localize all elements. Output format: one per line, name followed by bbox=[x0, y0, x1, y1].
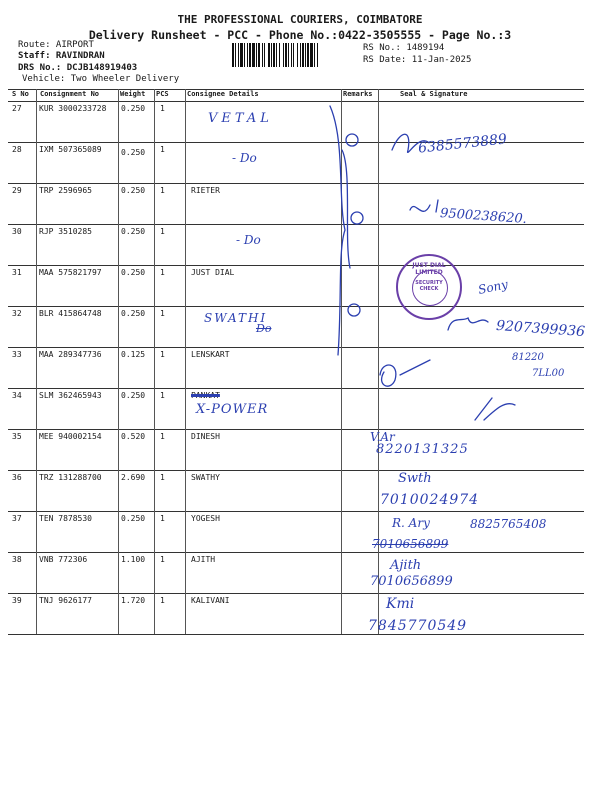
cell-consignment: TRP 2596965 bbox=[39, 186, 92, 195]
cell-weight: 0.250 bbox=[121, 104, 146, 113]
stamp-center-text: SECURITY CHECK bbox=[415, 280, 443, 292]
column-divider bbox=[36, 89, 37, 634]
row-divider bbox=[8, 593, 584, 594]
cell-consignment: KUR 3000233728 bbox=[39, 104, 107, 113]
column-divider bbox=[341, 89, 342, 634]
cell-weight: 0.250 bbox=[121, 227, 146, 236]
hw-r35-sig-name: V.Ar bbox=[370, 430, 395, 444]
column-header: Weight bbox=[120, 90, 146, 98]
column-divider bbox=[118, 89, 119, 634]
rs-number: RS No.: 1489194 bbox=[363, 43, 445, 53]
company-title: THE PROFESSIONAL COURIERS, COIMBATORE bbox=[177, 13, 423, 26]
hw-r31-sig: Sony bbox=[476, 277, 510, 297]
hw-r28-sig: 6385573889 bbox=[417, 131, 508, 157]
row-divider bbox=[8, 429, 584, 430]
cell-weight: 0.250 bbox=[121, 268, 146, 277]
cell-sno: 27 bbox=[12, 104, 22, 113]
hw-r29-sig: 9500238620. bbox=[439, 205, 528, 228]
hw-r35-sig: 8220131325 bbox=[376, 442, 469, 457]
route-label: Route: AIRPORT bbox=[18, 40, 94, 50]
cell-consignment: MEE 940002154 bbox=[39, 432, 102, 441]
row-divider bbox=[8, 388, 584, 389]
hw-r36-sig-name: Swth bbox=[398, 471, 432, 486]
hw-r37-sig-name: R. Ary bbox=[392, 516, 430, 530]
cell-pcs: 1 bbox=[160, 309, 165, 318]
column-header: S No bbox=[12, 90, 29, 98]
cell-consignee: KALIVANI bbox=[191, 596, 230, 605]
cell-consignment: RJP 3510285 bbox=[39, 227, 92, 236]
cell-consignment: VNB 772306 bbox=[39, 555, 88, 564]
cell-pcs: 1 bbox=[160, 350, 165, 359]
hw-r34-name: X-POWER bbox=[196, 402, 269, 417]
cell-sno: 32 bbox=[12, 309, 22, 318]
row-divider bbox=[8, 306, 584, 307]
cell-weight: 0.250 bbox=[121, 186, 146, 195]
cell-consignment: MAA 575821797 bbox=[39, 268, 102, 277]
cell-pcs: 1 bbox=[160, 145, 165, 154]
hw-r32-name-struck: Do bbox=[256, 322, 272, 335]
hw-r32-name: SWATHI bbox=[204, 311, 268, 325]
hw-r36-sig: 7010024974 bbox=[380, 492, 480, 508]
cell-weight: 1.100 bbox=[121, 555, 146, 564]
cell-pcs: 1 bbox=[160, 104, 165, 113]
cell-consignment: TRZ 131288700 bbox=[39, 473, 102, 482]
stamp-ring-text: JUST DIAL LIMITED bbox=[412, 262, 446, 276]
column-header: Remarks bbox=[343, 90, 373, 98]
cell-consignment: TNJ 9626177 bbox=[39, 596, 92, 605]
hw-r33-note1: 81220 bbox=[512, 352, 544, 363]
hw-r33-note2: 7LL00 bbox=[532, 368, 565, 379]
cell-consignee: YOGESH bbox=[191, 514, 220, 523]
column-divider bbox=[378, 89, 379, 634]
cell-pcs: 1 bbox=[160, 473, 165, 482]
column-header: PCS bbox=[156, 90, 169, 98]
cell-sno: 33 bbox=[12, 350, 22, 359]
column-header: Seal & Signature bbox=[400, 90, 468, 98]
cell-weight: 0.250 bbox=[121, 148, 146, 157]
cell-weight: 0.250 bbox=[121, 391, 146, 400]
hw-r27-name: VETAL bbox=[208, 111, 273, 126]
cell-consignee: JUST DIAL bbox=[191, 268, 235, 277]
hw-r28-name: - Do bbox=[232, 151, 257, 165]
hw-r32-sig: 9207399936 bbox=[495, 317, 586, 341]
delivery-table bbox=[8, 89, 584, 634]
cell-weight: 0.125 bbox=[121, 350, 146, 359]
cell-pcs: 1 bbox=[160, 227, 165, 236]
hw-r30-name: - Do bbox=[236, 233, 261, 247]
cell-pcs: 1 bbox=[160, 432, 165, 441]
cell-weight: 0.250 bbox=[121, 514, 146, 523]
cell-consignment: TEN 7878530 bbox=[39, 514, 92, 523]
cell-sno: 36 bbox=[12, 473, 22, 482]
column-divider bbox=[154, 89, 155, 634]
cell-consignee: LENSKART bbox=[191, 350, 230, 359]
barcode bbox=[232, 43, 356, 67]
row-divider bbox=[8, 265, 584, 266]
vehicle-label: Vehicle: Two Wheeler Delivery bbox=[22, 74, 180, 84]
cell-consignee: AJITH bbox=[191, 555, 216, 564]
barcode-stripe bbox=[318, 43, 319, 67]
cell-consignee: PANKAT bbox=[191, 391, 220, 400]
cell-consignee: DINESH bbox=[191, 432, 220, 441]
hw-r37-sig: 8825765408 bbox=[470, 517, 547, 531]
cell-consignment: IXM 507365089 bbox=[39, 145, 102, 154]
cell-consignment: SLM 362465943 bbox=[39, 391, 102, 400]
row-divider bbox=[8, 634, 584, 635]
cell-pcs: 1 bbox=[160, 391, 165, 400]
cell-pcs: 1 bbox=[160, 186, 165, 195]
row-divider bbox=[8, 511, 584, 512]
column-divider bbox=[185, 89, 186, 634]
hw-r39-sig: 7845770549 bbox=[368, 618, 468, 634]
cell-pcs: 1 bbox=[160, 268, 165, 277]
cell-consignment: MAA 289347736 bbox=[39, 350, 102, 359]
column-header: Consignment No bbox=[40, 90, 100, 98]
cell-pcs: 1 bbox=[160, 596, 165, 605]
cell-pcs: 1 bbox=[160, 555, 165, 564]
row-divider bbox=[8, 552, 584, 553]
cell-consignment: BLR 415864748 bbox=[39, 309, 102, 318]
hw-r38-sig: 7010656899 bbox=[370, 574, 453, 589]
cell-sno: 35 bbox=[12, 432, 22, 441]
rs-date: RS Date: 11-Jan-2025 bbox=[363, 55, 472, 65]
cell-sno: 28 bbox=[12, 145, 22, 154]
cell-sno: 38 bbox=[12, 555, 22, 564]
row-divider bbox=[8, 470, 584, 471]
cell-pcs: 1 bbox=[160, 514, 165, 523]
staff-label: Staff: RAVINDRAN bbox=[18, 51, 105, 61]
header-bottom-border bbox=[8, 101, 584, 102]
cell-consignee: SWATHY bbox=[191, 473, 220, 482]
row-divider bbox=[8, 183, 584, 184]
cell-sno: 31 bbox=[12, 268, 22, 277]
row-divider bbox=[8, 347, 584, 348]
cell-weight: 0.520 bbox=[121, 432, 146, 441]
cell-sno: 37 bbox=[12, 514, 22, 523]
drs-number: DRS No.: DCJB148919403 bbox=[18, 63, 138, 73]
runsheet-subtitle: Delivery Runsheet - PCC - Phone No.:0422-3505555 - Page No.:3 bbox=[88, 28, 512, 42]
cell-weight: 1.720 bbox=[121, 596, 146, 605]
hw-r37-struck: 7010656899 bbox=[372, 537, 449, 551]
company-stamp bbox=[396, 254, 462, 320]
cell-weight: 0.250 bbox=[121, 309, 146, 318]
cell-consignee: RIETER bbox=[191, 186, 220, 195]
column-header: Consignee Details bbox=[187, 90, 259, 98]
cell-weight: 2.690 bbox=[121, 473, 146, 482]
hw-r39-sig-name: Kmi bbox=[386, 596, 415, 612]
cell-sno: 29 bbox=[12, 186, 22, 195]
cell-sno: 30 bbox=[12, 227, 22, 236]
hw-r38-sig-name: Ajith bbox=[390, 558, 422, 573]
cell-sno: 34 bbox=[12, 391, 22, 400]
cell-sno: 39 bbox=[12, 596, 22, 605]
